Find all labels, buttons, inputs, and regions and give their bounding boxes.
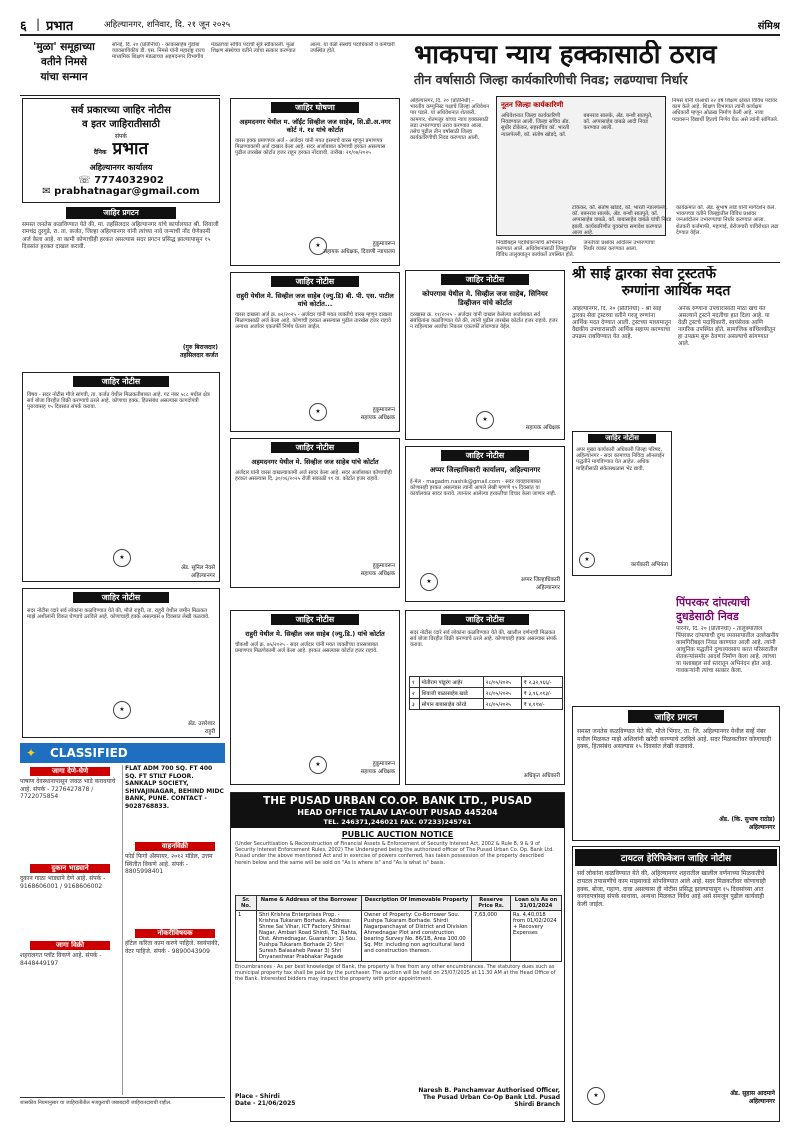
title-notice-sign-title: अहिल्यानगर <box>748 1098 775 1105</box>
brand-small: दैनिक <box>93 149 107 156</box>
classified-body-1: पाषाण देवस्थानापासून जवळ भाडे करावयाचे आहे. संपर्क - 7276427878 / 7722075854 <box>20 778 116 801</box>
left-notice-1-title: जाहिर प्रगटन <box>66 207 176 219</box>
left-notice-2-sign-title: अहिल्यानगर <box>190 573 215 579</box>
auction-place: Place - Shirdi <box>235 1093 280 1100</box>
classified-item-1 <box>20 767 120 862</box>
classified-body-5: दुकान गाळा भाड्याने देणे आहे. संपर्क - 9168606001 / 9168606002 <box>20 875 106 890</box>
auction-row <box>236 911 562 962</box>
kopargaon-title: जाहिर नोटीस <box>441 274 529 285</box>
auction-title: PUBLIC AUCTION NOTICE <box>341 830 454 839</box>
tender-sign-line-1: अप्पर जिल्हाधिकारी <box>520 577 560 583</box>
section-name: संमिश्र <box>757 21 780 32</box>
kopargaon-sign: सहायक अधिक्षक <box>525 425 560 431</box>
auction-sr: 1 <box>236 911 257 962</box>
email-row <box>23 186 219 197</box>
table-cell: ₹ ४,१९४/- <box>521 699 563 710</box>
left-rule <box>20 95 220 96</box>
lead-col-3: निवडीबद्दल पदाधिकाऱ्यांचे अभिनंदन करण्यात आले. अधिवेशनासाठी जिल्ह्यातील विविध तालुक्यांतून कार्यकर्ते उपस्थित होते. जनतेच्या प्रश्नांवर आंदोलन उभारण्याचा निर्धार व्यक्त करण्यात आला. <box>496 240 655 259</box>
table-cell: ₹ ३,९६,०१३/- <box>521 688 563 699</box>
mid-notice-3-sign <box>361 561 395 577</box>
trust-ad-box <box>572 431 672 576</box>
classified-body-2: FLAT ADM 700 SQ. FT 400 SQ. FT STILT FLOOR. SANKALP SOCIETY, SHIVAJINAGAR, BEHIND MIDC BANK, PUNE. CONTACT - 9028768833. <box>125 765 224 810</box>
left-notice-3-stamp: ★ <box>113 701 131 719</box>
classified-section <box>20 743 225 1123</box>
lower-mid-notice <box>405 610 565 785</box>
kopargaon-subtitle: कोपरगाव येथील मे. सिव्हील जज साहेब, सिनियर डिव्हीजन यांचे कोर्टात <box>422 290 548 307</box>
auction-reserve: 7,63,000 <box>472 911 511 962</box>
mid-notice-2-sign-line-2: सहायक अधिक्षक <box>360 415 395 421</box>
left-notice-3 <box>22 588 220 738</box>
left-notice-3-body: सदर नोटीस व्दारे सर्व लोकांना कळविण्यात येते की, मौजे राहुरी, ता. राहुरी येथील जमीन मिळकत माझे अशीलांनी विकत घेण्याचे ठरविले आहे. कोणाचाही हक्क असल्यास ७ दिवसात लेखी कळवावे. <box>27 608 210 621</box>
tender-title: जाहिर नोटीस <box>441 450 529 461</box>
auction-header-row <box>236 896 562 911</box>
dateline: अहिल्यानगर, शनिवार, दि. २१ जून २०२५ <box>104 20 231 30</box>
right-story-col-3: कार्यक्रमात कॉ. ॲड. सुभाष लांडे यांनी मार्गदर्शन केले. भाकपच्या वतीने जिल्ह्यातील विविध प्रश्नांवर जनआंदोलन उभारण्याचा निर्धार करण्यात आला. शेतकरी कर्जमाफी, महागाई, बेरोजगारी याविरोधात लढा देण्यात येईल. <box>676 205 779 236</box>
left-notice-2-sign <box>181 563 215 579</box>
mid-notice-1-sign <box>323 239 395 255</box>
contact-label: संपर्क <box>114 133 128 140</box>
notice-contact-ad <box>22 98 220 203</box>
lower-mid-title: जाहिर नोटीस <box>441 614 529 625</box>
classified-item-5 <box>20 864 120 939</box>
tender-sign <box>521 575 560 591</box>
email-address[interactable]: prabhatnagar@gmail.com <box>54 186 200 197</box>
classified-body-4: हॉटेल करिता काम करणे पाहिजे. स्वयंपाकी, वेटर पाहिजे. संपर्क - 9890043909 <box>125 940 220 955</box>
headline-line-3: यांचा सन्मान <box>40 71 88 83</box>
left-notice-3-sign-title: राहुरी <box>204 729 215 735</box>
masthead <box>20 16 780 34</box>
mid-notice-4-subtitle: राहुरी येथील मे. सिव्हील जज साहेब (ज्यु.डि.) यांचे कोर्टात <box>245 630 385 638</box>
auction-col-borrower: Name & Address of the Borrower <box>257 896 362 911</box>
trust-ad-stamp: ★ <box>579 552 595 568</box>
classified-banner-text: CLASSIFIED <box>50 746 128 760</box>
table-cell: ₹ २,३२,९६६/- <box>521 677 563 688</box>
headline-line-1: 'मुळा' समूहाच्या <box>33 41 95 53</box>
mid-notice-1-body: वारस हक्क प्रमाणपत्र अर्ज - अर्जदार यांनी मयत इसमाचे वारस म्हणून प्रमाणपत्र मिळण्याकामी अर्ज दाखल केला आहे. सदर अर्जाबाबत कोणाची हरकत असल्यास पुढील तारखेस कोर्टात हजर राहून हरकत नोंदवावी. तारीख: २१/०७/२०२५ <box>235 138 386 157</box>
contact-heading: सर्व प्रकारच्या जाहिर नोटीस <box>71 105 171 116</box>
masthead-sep: | <box>36 17 41 31</box>
auction-intro: (Under Securitisation & Reconstruction of Financial Assets & Enforcement of Security Interest Act, 2002 & Rule 8, 9 & 9 of Security Interest Enforcement Rules, 2002) The Undersigned being the authorized officer of The Pusad Urban Co. Op. Bank Ltd. Pusad under the above mentioned Act and in exercise of powers conferred, has taken possession of the property described herein below and the same will be sold on "As is where is" and "As is what is" basis. <box>235 841 554 866</box>
pimpar-body: पारनेर, दि. २० (प्रतिनिधी) - तालुक्यातील पिंपरकर दांपत्याची दुग्ध व्यवसायातील उल्लेखनीय कामगिरीबद्दल निवड करण्यात आली आहे. त्यांनी आधुनिक पद्धतीने दुग्धव्यवसाय करत परिसरातील शेतकऱ्यांसमोर आदर्श निर्माण केला आहे. त्यांच्या या यशाबद्दल सर्व स्तरातून अभिनंदन होत आहे. गावकऱ्यांनी त्यांचा सत्कार केला. <box>676 626 779 674</box>
table-cell: २ <box>410 688 420 699</box>
tender-body: ई-मेल - magadm.nashik@gmail.com - सदर व्यवहाराबाबत कोणासही हरकत असल्यास त्यांनी आपले लेखी म्हणणे १५ दिवसांत या कार्यालयात सादर करावे. त्यानंतर आलेल्या हरकतींचा विचार केला जाणार नाही. <box>410 479 557 498</box>
title-notice-sign-name: ॲड. सुहास आदमाने <box>730 1090 775 1097</box>
phone-icon: ☏ <box>78 175 91 186</box>
top-left-news <box>20 40 405 90</box>
pimpar-headline-block <box>676 596 780 624</box>
mid-notice-4-sign <box>361 759 395 775</box>
right-pragatan-sign-title: अहिल्यानगर <box>748 824 775 831</box>
masthead-rule <box>20 34 780 36</box>
pimpar-headline-2: दुधडेसाठी निवड <box>676 610 739 623</box>
classified-cat-4: नोकरीविषयक <box>135 929 215 938</box>
lead-headline: भाकपचा न्याय हक्कासाठी ठराव <box>414 40 717 70</box>
left-notice-2-title: जाहिर नोटीस <box>73 376 169 387</box>
auction-col-loan: Loan o/s As on 31/01/2024 <box>511 896 562 911</box>
mid-notice-4-title: जाहिर नोटीस <box>271 614 359 625</box>
classified-item-2 <box>125 765 225 840</box>
trust-story <box>572 266 780 586</box>
mid-notice-3-sign-line-2: सहायक अधिक्षक <box>360 571 395 577</box>
trust-ad-sign: कार्यकारी अभियंता <box>630 562 668 568</box>
trust-headline: श्री साई द्वारका सेवा ट्रस्टतर्फे <box>572 266 716 282</box>
email-icon: ✉ <box>42 186 51 197</box>
classified-body-3: फोर्ड फिगो ॲस्पायर, २०१२ मॉडेल, उत्तम स्थितीत विकणे आहे. संपर्क - 8805998401 <box>125 853 213 876</box>
left-notice-2 <box>22 372 220 582</box>
kopargaon-body: दरखास्त क्र. ११/२०२५ - अर्जदार यांनी दाखल केलेल्या अर्जाबाबत सर्व संबंधितांना कळविण्यात येते की, त्यांनी पुढील तारखेस कोर्टात हजर राहावे. हजर न राहिल्यास अर्जाचा निकाल एकतर्फी लावण्यात येईल. <box>410 312 558 331</box>
bank-tel: TEL. 246371,246021 FAX. 07233)245761 <box>323 818 472 826</box>
mid-notice-3-sign-line-1: हुकुमावरून <box>372 563 395 569</box>
auction-loan: Rs. 4,40,018 from 01/02/2024 + Recovery Expenses <box>511 911 562 962</box>
auction-col-sr: Sr. No. <box>236 896 257 911</box>
kopargaon-stamp: ★ <box>476 411 494 429</box>
table-cell: सोपान बाबासाहेब कोरडे <box>419 699 483 710</box>
left-notice-2-stamp: ★ <box>113 549 131 567</box>
auction-signatory <box>418 1087 560 1108</box>
auction-borrower: Shri Krishna Enterprises Prop. - Krishna Tukaram Borhade, Address: Shree Sai Vihar, ICT Factory Shirsai Nagar, Ambari Road Shirdi, Tq. Rahta, Dist. Ahmednagar. Guarantor: 1) Sou. Pushpa Tukaram Borhade 2) Shri Suresh Balasaheb Pawar 3) Shri Dnyaneshwar Prabhakar Pagade <box>257 911 362 962</box>
lower-mid-sign: अधिकृत अधिकारी <box>523 773 560 779</box>
mid-notice-1-stamp: ★ <box>309 237 327 255</box>
mid-notice-4-sign-line-1: हुकुमावरून <box>372 761 395 767</box>
mid-notice-2-title: जाहिर नोटीस <box>271 276 359 287</box>
trust-col-1: अहिल्यानगर, दि. २० (प्रतिनिधी) - श्री साई द्वारका सेवा ट्रस्टच्या वतीने गरजू रुग्णांना आर्थिक मदत देण्यात आली. ट्रस्टच्या माध्यमातून वैद्यकीय उपचारासाठी आर्थिक सहाय्य करण्याचा उपक्रम राबविण्यात येत आहे. <box>572 306 672 340</box>
mid-notice-1-title: जाहिर घोषणा <box>271 102 359 113</box>
classified-col-left <box>20 765 120 1095</box>
trust-headline-2: रुग्णांना आर्थिक मदत <box>621 283 731 299</box>
headline-line-2: वतीने निमसे <box>41 56 87 68</box>
classified-cat-1: जागा देणे-घेणे <box>30 767 110 776</box>
left-notice-3-sign <box>188 719 215 735</box>
left-notice-1-sign <box>180 343 218 359</box>
classified-col-right <box>125 765 225 1095</box>
phone-row <box>23 175 219 186</box>
mid-notice-2-body: वारस दाखला अर्ज क्र. ७२/२०२५ - अर्जदार यांनी मयत व्यक्तीचे वारस म्हणून दाखला मिळण्यासाठी अर्ज केला आहे. कोणाची हरकत असल्यास पुढील तारखेस हजर राहावे अन्यथा अर्जावर एकतर्फी निर्णय घेतला जाईल. <box>235 312 392 331</box>
mid-notice-3 <box>230 438 400 588</box>
brand-name: प्रभात <box>112 139 149 159</box>
tender-sign-line-2: अहिल्यानगर <box>535 585 560 591</box>
pimpar-headline: पिंपरकर दांपत्याची <box>676 596 750 609</box>
bank-name: THE PUSAD URBAN CO.OP. BANK LTD., PUSAD <box>263 795 532 807</box>
lower-mid-table <box>409 676 563 710</box>
table-cell: २८/०५/२०२५ <box>483 688 521 699</box>
classified-footer: शासकीय नियमानुसार या जाहिरातीतील मजकुराची जबाबदारी जाहिरातदाराची राहील. <box>20 1097 225 1123</box>
left-notice-1 <box>22 207 220 367</box>
trust-ad-body: अपर मुख्य कार्यकारी अधिकारी जिल्हा परिषद, अहिल्यानगर - सदर कामाच्या निविदा ऑनलाईन पद्धतीने मागविण्यात येत आहेत. अधिक माहितीसाठी संकेतस्थळास भेट द्यावी. <box>576 447 665 472</box>
brand-row <box>23 140 219 162</box>
kopargaon-notice <box>405 270 565 440</box>
right-pragatan-title: जाहिर प्रगटन <box>628 710 724 723</box>
right-rule <box>572 262 780 263</box>
auction-place-date <box>235 1093 295 1107</box>
mid-notice-1 <box>230 98 400 266</box>
table-row <box>410 677 563 688</box>
tender-stamp: ★ <box>420 573 438 591</box>
lead-box-title: नूतन जिल्हा कार्यकारिणी <box>501 101 564 109</box>
left-notice-2-sign-name: ॲड. सुनिल नेवसे <box>180 565 215 571</box>
table-cell: १ <box>410 677 420 688</box>
mid-notice-4-body: चौकशी अर्ज क्र. ७५/२०२५ - सदर अर्जदार यांनी मयत व्यक्तीच्या वारसाबाबत प्रमाणपत्र मिळणेकामी अर्ज केला आहे. हरकत असल्यास कोर्टात हजर राहावे. <box>235 642 378 655</box>
trust-ad-title: जाहिर नोटीस <box>588 434 656 443</box>
auction-table <box>235 895 562 962</box>
classified-banner <box>20 743 225 763</box>
tender-notice <box>405 446 565 602</box>
classified-body-6: शहरालगत प्लॉट विकणे आहे. संपर्क - 8448449197 <box>20 952 102 967</box>
table-cell: २८/०५/२०२५ <box>483 699 521 710</box>
trust-col-2: अनेक रुग्णांना उपचारासाठी मोठा खर्च येत असल्याने ट्रस्टने मदतीचा हात दिला आहे. या वेळी ट्रस्टचे पदाधिकारी, स्वयंसेवक आणि नागरिक उपस्थित होते. सामाजिक बांधिलकीतून हा उपक्रम सुरू ठेवणार असल्याचे सांगण्यात आले. <box>678 306 776 347</box>
table-cell: २८/०५/२०२५ <box>483 677 521 688</box>
tender-subtitle: अप्पर जिल्हाधिकारी कार्यालय, अहिल्यानगर <box>429 466 541 474</box>
classified-cat-6: जागा विक्री <box>30 941 110 950</box>
auction-sign-name: Naresh B. Panchamvar Authorised Officer, <box>418 1087 560 1094</box>
left-notice-1-body: समस्त जनतेस कळविण्यात येते की, मा. तहसिलदार अहिल्यानगर यांचे कार्यालयात श्री. शिवाजी रामचंद्र दुरगुडे, रा. ता. कर्जत, जिल्हा अहिल्यानगर यांनी त्यांच्या नावे जन्माची नोंद घेणेकामी अर्ज केला आहे. या कामी कोणाचीही हरकत असल्यास सदर प्रगटन प्रसिद्ध झाल्यापासून १५ दिवसांत हरकत दाखल करावी. <box>22 222 219 251</box>
classified-item-4 <box>125 929 225 1014</box>
lead-col-1: अहिल्यानगर, दि. २० (प्रतिनिधी) - भारतीय कम्युनिस्ट पक्षाचे जिल्हा अधिवेशन पार पडले. या अधिवेशनात शेतकरी, कामगार, शेतमजूर यांच्या न्याय हक्कासाठी लढा उभारण्याचा ठराव करण्यात आला. तसेच पुढील तीन वर्षांसाठी जिल्हा कार्यकारिणीची निवड करण्यात आली. <box>410 98 490 142</box>
mid-notice-2-sign <box>361 405 395 421</box>
pusad-bank-notice <box>230 792 565 1122</box>
bank-address: HEAD OFFICE TALAV LAY-OUT PUSAD 445204 <box>297 808 498 817</box>
classified-cat-5: दुकान भाड्याने <box>30 864 110 873</box>
title-notice-body: सर्व लोकांना कळविण्यात येते की, अहिल्यानगर शहरातील खालील वर्णनाच्या मिळकतीचे टायटल तपासणीचे काम माझ्याकडे सोपविण्यात आले आहे. सदर मिळकतीवर कोणाचाही हक्क, बोजा, गहाण, दावा असल्यास ही नोटीस प्रसिद्ध झाल्यापासून १५ दिवसांच्या आत कागदपत्रांसह संपर्क साधावा, अन्यथा मिळकत निर्वेध आहे असे समजून पुढील कार्यवाही केली जाईल. <box>577 870 766 909</box>
lead-subheadline: तीन वर्षासाठी जिल्हा कार्यकारिणीची निवड; लढण्याचा निर्धार <box>414 72 688 87</box>
phone-number[interactable]: 7774032902 <box>94 175 164 186</box>
classified-banner-icon: ✦ <box>26 746 37 760</box>
paper-name: प्रभात <box>46 19 74 34</box>
table-row <box>410 699 563 710</box>
right-pragatan-body: समस्त जनतेस कळविण्यात येते की, मौजे भिंगार, ता. जि. अहिल्यानगर येथील सर्व्हे नंबर मधील मिळकत माझे अशिलांनी खरेदी करण्याचे ठरविले आहे. सदर मिळकतीवर कोणाचाही हक्क, हितसंबंध असल्यास १५ दिवसांत लेखी कळवावे. <box>577 728 772 751</box>
auction-terms: Encumbrances - As per best knowledge of Bank, the property is free from any other encumbrances. The statutory dues such as municipal property tax shall be paid by the purchaser. The auction will be held on 25/07/2025 at 11.30 AM at the Head Office of the Bank. Interested bidders may inspect the property with prior appointment. <box>235 964 556 983</box>
right-story-col-2: टोकेकर, कॉ. संतोष खोडदे, कॉ. भारती न्यालपेल्ली, कॉ. बबनराव सालके, ॲड. बन्शी सातपुते, कॉ. अप्पासाहेब वाबळे, कॉ. बाबासाहेब वाबळे यांची निवड झाली. कार्यकारिणीत युवकांचा समावेश करण्यात आला आहे. <box>572 205 672 236</box>
classified-divider <box>122 765 123 1095</box>
auction-col-reserve: Reserve Price Rs. <box>472 896 511 911</box>
title-notice <box>572 846 780 1122</box>
mid-notice-3-subtitle: अहमदनगर येथील मे. सिव्हील जज साहेब यांचे कोर्टात <box>251 458 379 466</box>
lead-story <box>410 40 780 300</box>
news-body: सोनई, दि. २० (प्रतिनिधि) - काकासाहेब गुंडोबा व्यावसायिकीय डी. एस. निमसे यांनी महाराष्ट्र राज्य माध्यमिक शिक्षण मंडळाच्या अहमदनगर विभागीय मंडळाच्या सचिव पदाची सूत्रे स्वीकारली. मुळा शिक्षण संस्थेच्या वतीने त्यांचा सत्कार करण्यात आला. या वेळी संस्थेचे पदाधिकारी व कर्मचारी उपस्थित होते. <box>112 42 395 61</box>
title-notice-stamp: ★ <box>587 1087 605 1105</box>
auction-col-property: Description Of Immovable Property <box>362 896 472 911</box>
classified-item-6 <box>20 941 120 1021</box>
page-number: ६ <box>20 19 27 34</box>
left-notice-3-sign-name: ॲड. उत्तरेश्वर <box>187 721 215 727</box>
mid-notice-4 <box>230 610 400 785</box>
left-notice-1-sign-title: तहसिलदार कर्जत <box>179 352 218 359</box>
lead-col-4: निमसे यांनी याआधी २२ वर्षे शिक्षण क्षेत्रात विविध पदांवर काम केले आहे. शिक्षण विभागात त्यांनी कार्यक्षम अधिकारी म्हणून ओळख निर्माण केली आहे. नव्या पदावरून विद्यार्थी हिताचे निर्णय घेऊ असे त्यांनी सांगितले. <box>672 98 779 123</box>
table-cell: शिवाजी बाळासाहेब खाडे <box>419 688 483 699</box>
auction-property: Owner of Property: Co-Borrower Sou. Pushpa Tukaram Borhade. Shirdi Nagarpanchayat of District and Division Ahmednagar Plot and construction bearing Survey No. 86/1B, Area 100.00 Sq. Mtr. including non agricultural land and construction thereon. <box>362 911 472 962</box>
classified-cat-3: वाहनविक्री <box>135 842 215 851</box>
mid-notice-1-sign-line-2: सहायक अधिक्षक, दिवाणी न्यायालय <box>323 249 395 255</box>
left-notice-2-body: विषय - सदर नोटीस मौजे सांगवी, ता. कर्जत येथील मिळकतीबाबत आहे. गट नंबर ५८८ मधील क्षेत्र सर्व बोजा विरहीत विक्री करण्याचे ठरले आहे. कोणाचा हक्क, हितसंबंध असल्यास कागदोपत्री पुराव्यासह १५ दिवसात संपर्क करावा. <box>27 392 210 411</box>
lead-box-body: अधिवेशनात जिल्हा कार्यकारिणी निवडण्यात आली. जिल्हा सचिव ॲड. सुधीर टोकेकर, सहसचिव कॉ. भारती न्यालपेल्ली, कॉ. संतोष खोडदे, कॉ. बबनराव सालके, ॲड. बन्शी सातपुते, कॉ. अप्पासाहेब वाबळे आदी निवड करण्यात आली. <box>501 113 653 138</box>
bank-header <box>231 793 564 828</box>
mid-notice-4-sign-line-2: सहायक अधिक्षक <box>360 769 395 775</box>
contact-heading-2: व इतर जाहिरातीसाठी <box>82 119 160 130</box>
mid-notice-4-stamp: ★ <box>309 756 327 774</box>
left-notice-1-sign-name: (गुरु बिराजदार) <box>182 344 218 351</box>
headline-block <box>20 40 108 90</box>
auction-sign-branch: Shirdi Branch <box>514 1101 560 1108</box>
mid-notice-3-title: जाहिर नोटीस <box>271 442 359 453</box>
mid-notice-1-subtitle: अहमदनगर येथील म. जॉईंट सिव्हील जज साहेब, सि.डी.अ.नगर कोर्ट नं. १४ यांचे कोर्टात <box>239 118 391 134</box>
right-pragatan <box>572 706 780 841</box>
title-notice-sign <box>730 1089 775 1105</box>
right-pragatan-sign <box>719 815 775 831</box>
mid-notice-1-sign-line-1: हुकुमावरून <box>372 241 395 247</box>
mid-notice-3-body: अर्जदार यांनी वारस दाखल्याकामी अर्ज सादर केला आहे. सदर अर्जाबाबत कोणाचीही हरकत असल्यास दि. ३०/०६/२०२५ रोजी सकाळी ११ वा. कोर्टात हजर राहावे. <box>235 470 392 483</box>
right-pragatan-sign-name: ॲड. (कि. सुभाष राठोड) <box>719 816 775 823</box>
lower-mid-body: सदर नोटीस व्दारे सर्व लोकांना कळविण्यात येते की, खालील वर्णनाची मिळकत सर्व बोजा विरहीत विक्री करण्याचे ठरले आहे. कोणाचाही हक्क असल्यास संपर्क करावा. <box>410 630 557 649</box>
mid-notice-2-stamp: ★ <box>309 403 327 421</box>
mid-notice-2 <box>230 272 400 432</box>
title-notice-heading: टायटल हेरिफिकेशन जाहिर नोटीस <box>575 849 777 866</box>
office-name: अहिल्यानगर कार्यालय <box>89 163 153 172</box>
auction-sign-bank: The Pusad Urban Co-Op Bank Ltd. Pusad <box>422 1094 560 1101</box>
left-notice-3-title: जाहिर नोटीस <box>73 592 169 603</box>
table-cell: ३ <box>410 699 420 710</box>
table-cell: मोतीराम पांडुरंग आहेर <box>419 677 483 688</box>
mid-notice-2-sign-line-1: हुकुमावरून <box>372 407 395 413</box>
table-row <box>410 688 563 699</box>
auction-date: Date - 21/06/2025 <box>235 1100 296 1107</box>
mid-notice-2-subtitle: राहुरी येथील मे. सिव्हील जज साहेब (ज्यु.डि) बी. पी. एस. पाटील यांचे कोर्टात... <box>236 292 394 308</box>
classified-item-3 <box>125 842 225 927</box>
